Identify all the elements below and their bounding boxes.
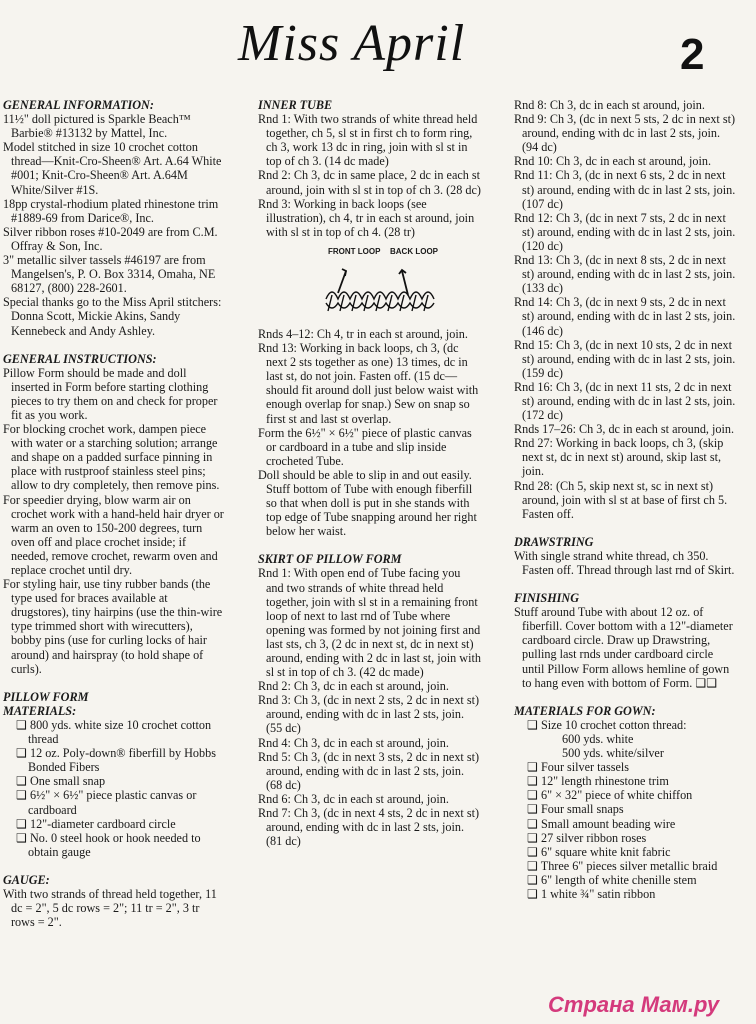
- materials-item: ❑ 27 silver ribbon roses: [527, 830, 647, 845]
- section-heading: SKIRT OF PILLOW FORM: [258, 552, 402, 567]
- paragraph: Rnd 4: Ch 3, dc in each st around, join.: [258, 735, 449, 750]
- paragraph: 3" metallic silver tassels #46197 are from Mangelsen's, P. O. Box 3314, Omaha, NE 68127, (800) 228-2601.: [3, 253, 216, 296]
- materials-item: ❑ 1 white ¾" satin ribbon: [527, 886, 656, 901]
- paragraph: Rnd 3: Ch 3, (dc in next 2 sts, 2 dc in next st) around, ending with dc in last 2 sts, join. (55 dc): [258, 693, 480, 736]
- materials-item: ❑ Three 6" pieces silver metallic braid: [527, 858, 718, 873]
- page-title: Miss April: [238, 15, 466, 72]
- paragraph: Rnd 7: Ch 3, (dc in next 4 sts, 2 dc in next st) around, ending with dc in last 2 sts, join. (81 dc): [258, 806, 480, 849]
- front-loop-label: FRONT LOOP: [328, 246, 381, 256]
- paragraph: Pillow Form should be made and doll inserted in Form before starting clothing pieces to try them on and check for proper fit as you work.: [3, 365, 218, 422]
- loop-illustration: [258, 241, 481, 323]
- paragraph: Rnd 13: Ch 3, (dc in next 8 sts, 2 dc in next st) around, ending with dc in last 2 sts, join. (133 dc): [514, 253, 736, 296]
- column-middle: [258, 98, 481, 848]
- section-heading: GENERAL INSTRUCTIONS:: [3, 351, 157, 366]
- materials-item: ❑ 12 oz. Poly-down® fiberfill by Hobbs Bonded Fibers: [16, 746, 216, 775]
- paragraph: Rnd 13: Working in back loops, ch 3, (dc next 2 sts together as one) 13 times, dc in last st, do not join. Fasten off. (15 dc—should fit around doll just below waist with enough overlap for snap.) Sew on snap so first st and last st overlap.: [258, 341, 479, 426]
- paragraph: Rnd 12: Ch 3, (dc in next 7 sts, 2 dc in next st) around, ending with dc in last 2 sts, join. (120 dc): [514, 210, 736, 253]
- spacer: [514, 577, 736, 591]
- paragraph: For styling hair, use tiny rubber bands (the type used for braces available at drugstores), tiny hairpins (use the thin-wire type trimmed short with wirecutters), bobby pins (use for curling locks of hair around) and hairspray (to hold shape of curls).: [3, 577, 223, 676]
- paragraph: Rnd 15: Ch 3, (dc in next 10 sts, 2 dc in next st) around, ending with dc in last 2 sts, join. (159 dc): [514, 337, 736, 380]
- loop-diagram-icon: [258, 241, 481, 323]
- paragraph: With two strands of thread held together, 11 dc = 2", 5 dc rows = 2"; 11 tr = 2", 3 tr rows = 2".: [3, 886, 217, 930]
- paragraph: Rnd 5: Ch 3, (dc in next 3 sts, 2 dc in next st) around, ending with dc in last 2 sts, join. (68 dc): [258, 749, 480, 792]
- materials-item: ❑ Four small snaps: [527, 802, 624, 817]
- section-heading: FINISHING: [514, 591, 580, 606]
- materials-item: ❑ 12"-diameter cardboard circle: [16, 816, 176, 831]
- column-left: [3, 98, 226, 929]
- materials-item: ❑ 6" square white knit fabric: [527, 844, 671, 859]
- spacer: [3, 338, 226, 352]
- spacer: [514, 690, 736, 704]
- paragraph: Rnd 6: Ch 3, dc in each st around, join.: [258, 791, 449, 806]
- paragraph: Stuff around Tube with about 12 oz. of fiberfill. Cover bottom with a 12"-diameter cardboard circle. Draw up Drawstring, pulling last rnds under cardboard circle until Pillow Form allows hemline of gown to hang even with bottom of Form. ❑❑: [514, 605, 733, 690]
- materials-item: ❑ Four silver tassels: [527, 760, 629, 775]
- section-heading: GENERAL INFORMATION:: [3, 98, 154, 112]
- materials-subitem: 600 yds. white: [562, 731, 634, 746]
- materials-item: ❑ 6" length of white chenille stem: [527, 872, 697, 887]
- paragraph: Rnd 1: With open end of Tube facing you and two strands of white thread held together, join with sl st in a remaining front loop of next to last rnd of Tube where opening was formed by not joining first and last sts, ch 3, (2 dc in next st, dc in next st) around, ending with 2 dc in last st, join with sl st in top of ch 3. (42 dc made): [258, 566, 481, 680]
- paragraph: Rnd 9: Ch 3, (dc in next 5 sts, 2 dc in next st) around, ending with dc in last 2 sts, join. (94 dc): [514, 112, 736, 155]
- paragraph: 11½" doll pictured is Sparkle Beach™ Barbie® #13132 by Mattel, Inc.: [3, 112, 191, 141]
- watermark: Страна Мам.ру: [548, 992, 720, 1017]
- paragraph: For speedier drying, blow warm air on crochet work with a hand-held hair dryer or warm an oven to 150-200 degrees, turn oven off and place crochet inside; if needed, remove crochet, rewarm oven and replace crochet until dry.: [3, 492, 224, 577]
- section-heading: GAUGE:: [3, 872, 50, 887]
- paragraph: With single strand white thread, ch 350. Fasten off. Thread through last rnd of Skirt.: [514, 548, 735, 577]
- paragraph: Form the 6½" × 6½" piece of plastic canvas or cardboard in a tube and slip inside crocheted Tube.: [258, 425, 472, 468]
- materials-item: ❑ One small snap: [16, 774, 106, 789]
- paragraph: Silver ribbon roses #10-2049 are from C.M. Offray & Son, Inc.: [3, 224, 218, 253]
- section-heading: MATERIALS FOR GOWN:: [514, 703, 656, 718]
- paragraph: Model stitched in size 10 crochet cotton thread—Knit-Cro-Sheen® Art. A.64 White #001; Knit-Cro-Sheen® Art. A.64M White/Silver #1S.: [3, 140, 222, 197]
- paragraph: Special thanks go to the Miss April stitchers: Donna Scott, Mickie Akins, Sandy Kennebeck and Andy Ashley.: [3, 295, 222, 338]
- paragraph: Rnd 11: Ch 3, (dc in next 6 sts, 2 dc in next st) around, ending with dc in last 2 sts, join. (107 dc): [514, 168, 736, 211]
- paragraph: Rnd 27: Working in back loops, ch 3, (skip next st, dc in next st) around, skip last st, join.: [514, 436, 724, 479]
- back-loop-label: BACK LOOP: [390, 246, 438, 256]
- materials-item: ❑ No. 0 steel hook or hook needed to obtain gauge: [16, 830, 201, 859]
- spacer: [3, 859, 226, 873]
- materials-item: ❑ Size 10 crochet cotton thread:: [527, 717, 687, 732]
- paragraph: 18pp crystal-rhodium plated rhinestone trim #1889-69 from Darice®, Inc.: [3, 196, 219, 225]
- materials-subitem: 500 yds. white/silver: [562, 746, 664, 761]
- section-heading: INNER TUBE: [258, 98, 333, 112]
- spacer: [514, 521, 736, 535]
- paragraph: Rnds 4–12: Ch 4, tr in each st around, join.: [258, 326, 468, 341]
- paragraph: Rnd 8: Ch 3, dc in each st around, join.: [514, 98, 705, 112]
- materials-item: ❑ 12" length rhinestone trim: [527, 774, 669, 789]
- section-heading: MATERIALS:: [3, 703, 77, 718]
- section-heading: DRAWSTRING: [514, 534, 594, 549]
- paragraph: Rnd 14: Ch 3, (dc in next 9 sts, 2 dc in next st) around, ending with dc in last 2 sts, join. (146 dc): [514, 295, 736, 338]
- materials-item: ❑ 6" × 32" piece of white chiffon: [527, 788, 693, 803]
- paragraph: Rnd 1: With two strands of white thread held together, ch 5, sl st in first ch to form ring, ch 3, work 13 dc in ring, join with sl st in top of ch 3. (14 dc made): [258, 112, 478, 169]
- spacer: [258, 538, 481, 552]
- paragraph: Rnd 28: (Ch 5, skip next st, sc in next st) around, join with sl st at base of first ch 5. Fasten off.: [514, 478, 728, 521]
- paragraph: Doll should be able to slip in and out easily. Stuff bottom of Tube with enough fiberfill so that when doll is put in she stands with top edge of Tube snapping around her right below her waist.: [258, 467, 477, 539]
- paragraph: Rnd 2: Ch 3, dc in each st around, join.: [258, 679, 449, 694]
- paragraph: For blocking crochet work, dampen piece with water or a starching solution; arrange and shape on a padded surface pinning in place with rustproof stainless steel pins; allow to dry completely, then remove pins.: [3, 422, 220, 493]
- column-right: [514, 98, 736, 901]
- paragraph: Rnd 10: Ch 3, dc in each st around, join.: [514, 154, 712, 169]
- section-heading: PILLOW FORM: [3, 689, 89, 704]
- paragraph: Rnds 17–26: Ch 3, dc in each st around, join.: [514, 422, 735, 437]
- paragraph: Rnd 2: Ch 3, dc in same place, 2 dc in each st around, join with sl st in top of ch 3. (28 dc): [258, 168, 481, 197]
- materials-item: ❑ 800 yds. white size 10 crochet cotton thread: [16, 717, 212, 747]
- spacer: [3, 676, 226, 690]
- paragraph: Rnd 3: Working in back loops (see illustration), ch 4, tr in each st around, join with sl st in top of ch 4. (28 tr): [258, 196, 475, 239]
- materials-item: ❑ Small amount beading wire: [527, 816, 676, 831]
- paragraph: Rnd 16: Ch 3, (dc in next 11 sts, 2 dc in next st) around, ending with dc in last 2 sts, join. (172 dc): [514, 379, 736, 423]
- page-number: 2: [680, 30, 705, 79]
- materials-item: ❑ 6½" × 6½" piece plastic canvas or cardboard: [16, 788, 197, 817]
